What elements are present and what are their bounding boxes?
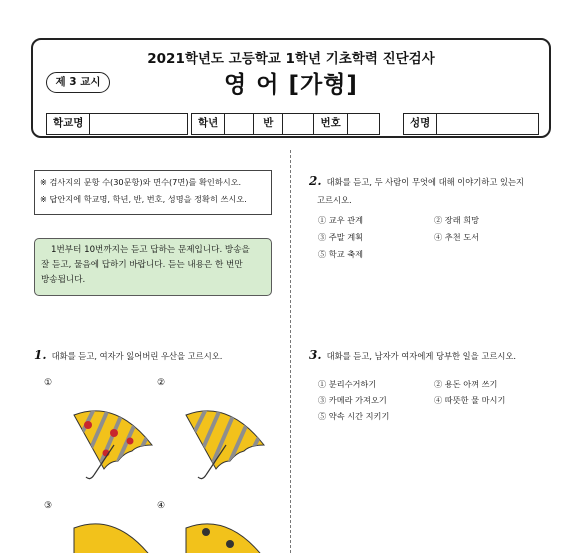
umbrella-plain-icon [66, 518, 156, 553]
answer-option: ④ 따뜻한 물 마시기 [434, 395, 506, 405]
name-blank [437, 114, 538, 134]
question-1 [34, 344, 222, 363]
answer-option: ⑤ 학교 축제 [318, 249, 364, 259]
grade-label: 학년 [192, 114, 225, 134]
exam-title: 2021학년도 고등학교 1학년 기초학력 진단검사 [147, 51, 435, 67]
question-text: 고르시오. [317, 195, 352, 205]
answer-option: ⑤ 약속 시간 지키기 [318, 411, 390, 421]
notice-box [34, 170, 272, 215]
question-text: 대화를 듣고, 두 사람이 무엇에 대해 이야기하고 있는지 [326, 177, 525, 187]
question-number: 2. [309, 174, 322, 188]
question-2 [309, 170, 524, 206]
answer-option: ④ 추천 도서 [434, 232, 480, 242]
class-blank [283, 114, 314, 134]
notice-line: ※ 답안지에 학교명, 학년, 반, 번호, 성명을 정확히 쓰시오. [40, 194, 247, 204]
name-label: 성명 [404, 114, 437, 134]
answer-option: ① 분리수거하기 [318, 379, 377, 389]
notice-line: ※ 검사지의 문항 수(30문항)와 면수(7면)를 확인하시오. [40, 177, 242, 187]
umbrella-pattern-icon [178, 518, 268, 553]
umbrella-striped-icon [178, 405, 268, 485]
answer-option: ① 교우 관계 [318, 215, 364, 225]
option-marker: ③ [44, 501, 53, 511]
number-label: 번호 [314, 114, 347, 134]
question-text: 대화를 듣고, 여자가 잃어버린 우산을 고르시오. [51, 351, 223, 361]
listening-notice-box [34, 238, 272, 296]
number-blank [348, 114, 379, 134]
listening-notice-line: 방송됩니다. [41, 275, 86, 285]
student-id-field [191, 113, 380, 135]
option-marker: ② [157, 378, 166, 388]
school-name-label: 학교명 [47, 114, 90, 134]
option-marker: ④ [157, 501, 166, 511]
period-badge: 제 3 교시 [46, 72, 110, 93]
answer-option: ③ 카메라 가져오기 [318, 395, 387, 405]
grade-blank [225, 114, 254, 134]
answer-option: ② 장래 희망 [434, 215, 480, 225]
umbrella-striped-flower-icon [66, 405, 156, 485]
subject-title: 영 어 [가형] [224, 72, 358, 98]
name-field [403, 113, 539, 135]
school-name-field [46, 113, 188, 135]
question-number: 1. [34, 348, 47, 362]
option-marker: ① [44, 378, 53, 388]
listening-notice-line: 잘 듣고, 물음에 답하기 바랍니다. 듣는 내용은 한 번만 [41, 260, 243, 270]
question-number: 3. [309, 348, 322, 362]
question-3 [309, 344, 516, 363]
class-label: 반 [254, 114, 283, 134]
school-name-blank [90, 114, 187, 134]
answer-option: ② 용돈 아껴 쓰기 [434, 379, 498, 389]
listening-notice-line: 1번부터 10번까지는 듣고 답하는 문제입니다. 방송을 [51, 245, 250, 255]
answer-option: ③ 주말 계획 [318, 232, 364, 242]
question-text: 대화를 듣고, 남자가 여자에게 당부한 일을 고르시오. [326, 351, 517, 361]
column-divider [290, 150, 291, 553]
